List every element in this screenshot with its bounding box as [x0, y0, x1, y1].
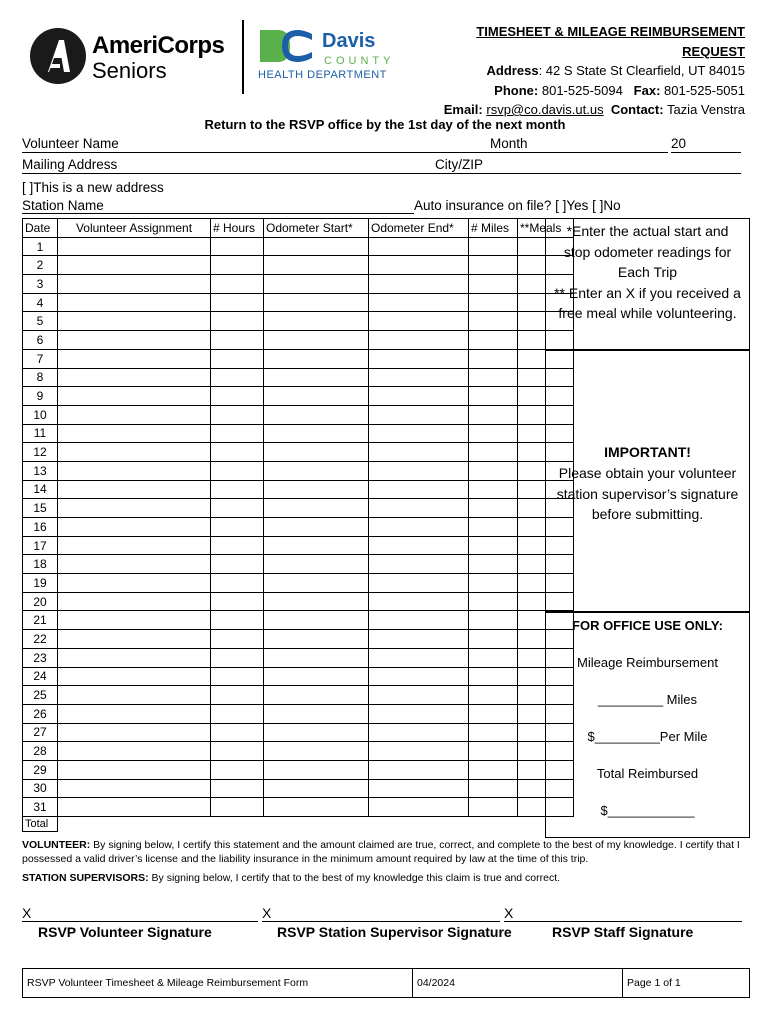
row-input-cell[interactable]	[469, 704, 518, 723]
row-input-cell[interactable]	[58, 686, 211, 705]
row-input-cell[interactable]	[369, 574, 469, 593]
staff-signature-label: RSVP Staff Signature	[552, 924, 694, 940]
row-input-cell[interactable]	[58, 349, 211, 368]
row-date-cell: 21	[23, 611, 58, 630]
row-input-cell[interactable]	[264, 611, 369, 630]
row-input-cell[interactable]	[211, 667, 264, 686]
row-date-cell: 5	[23, 312, 58, 331]
table-row	[23, 574, 574, 593]
row-input-cell[interactable]	[469, 499, 518, 518]
row-date-cell: 20	[23, 592, 58, 611]
total-amount-field[interactable]: $____________	[600, 803, 695, 818]
row-input-cell[interactable]	[58, 443, 211, 462]
total-label: Total	[23, 817, 58, 832]
row-input-cell[interactable]	[369, 387, 469, 406]
supervisor-cert-label: STATION SUPERVISORS:	[22, 872, 149, 884]
table-row	[23, 443, 574, 462]
row-date-cell: 9	[23, 387, 58, 406]
row-date-cell: 12	[23, 443, 58, 462]
davis-dc-icon	[258, 28, 314, 64]
row-input-cell[interactable]	[264, 293, 369, 312]
row-input-cell[interactable]	[264, 742, 369, 761]
table-row	[23, 630, 574, 649]
station-name-field[interactable]	[22, 198, 414, 214]
row-date-cell: 16	[23, 518, 58, 537]
row-input-cell[interactable]	[369, 405, 469, 424]
row-input-cell[interactable]	[58, 555, 211, 574]
row-input-cell[interactable]	[58, 518, 211, 537]
row-input-cell[interactable]	[469, 779, 518, 798]
row-input-cell[interactable]	[369, 667, 469, 686]
row-input-cell[interactable]	[469, 518, 518, 537]
row-date-cell: 19	[23, 574, 58, 593]
davis-health-dept: HEALTH DEPARTMENT	[258, 69, 387, 81]
row-input-cell[interactable]	[469, 461, 518, 480]
row-input-cell[interactable]	[264, 368, 369, 387]
contact-label: Contact:	[610, 102, 664, 117]
form-title: TIMESHEET & MILEAGE REIMBURSEMENT REQUEST	[476, 24, 745, 59]
row-input-cell[interactable]	[369, 536, 469, 555]
row-input-cell[interactable]	[264, 275, 369, 294]
table-row	[23, 518, 574, 537]
office-use-box	[545, 611, 750, 838]
table-header-row	[23, 219, 574, 238]
davis-logo	[258, 28, 404, 84]
meal-note: ** Enter an X if you received a free meal while volunteering.	[554, 284, 741, 321]
table-row	[23, 648, 574, 667]
row-input-cell[interactable]	[211, 686, 264, 705]
row-input-cell[interactable]	[58, 779, 211, 798]
row-input-cell[interactable]	[469, 312, 518, 331]
row-input-cell[interactable]	[369, 480, 469, 499]
row-input-cell[interactable]	[211, 798, 264, 817]
row-input-cell[interactable]	[211, 574, 264, 593]
row-input-cell[interactable]	[369, 237, 469, 256]
row-input-cell[interactable]	[264, 518, 369, 537]
row-input-cell[interactable]	[369, 648, 469, 667]
row-input-cell[interactable]	[211, 349, 264, 368]
row-input-cell[interactable]	[264, 237, 369, 256]
row-input-cell[interactable]	[58, 536, 211, 555]
row-date-cell: 8	[23, 368, 58, 387]
row-input-cell[interactable]	[211, 480, 264, 499]
table-header-cell: Odometer Start*	[264, 219, 369, 238]
row-input-cell[interactable]	[264, 443, 369, 462]
month-field[interactable]	[490, 136, 668, 153]
row-input-cell[interactable]	[369, 443, 469, 462]
table-header-cell: # Hours	[211, 219, 264, 238]
row-input-cell[interactable]	[369, 275, 469, 294]
volunteer-certification	[22, 838, 748, 866]
table-row	[23, 275, 574, 294]
row-input-cell[interactable]	[369, 518, 469, 537]
row-input-cell[interactable]	[469, 667, 518, 686]
row-input-cell[interactable]	[211, 256, 264, 275]
city-zip-field[interactable]	[435, 157, 741, 174]
table-row	[23, 723, 574, 742]
americorps-name: AmeriCorps	[92, 32, 225, 59]
table-row	[23, 293, 574, 312]
footer-date: 04/2024	[413, 969, 623, 997]
row-input-cell[interactable]	[264, 704, 369, 723]
row-input-cell[interactable]	[211, 630, 264, 649]
footer-form-name: RSVP Volunteer Timesheet & Mileage Reimbursement Form	[23, 969, 413, 997]
row-date-cell: 26	[23, 704, 58, 723]
address-value: : 42 S State St Clearfield, UT 84015	[538, 63, 745, 78]
table-header-cell: Date	[23, 219, 58, 238]
table-row	[23, 742, 574, 761]
row-input-cell[interactable]	[264, 536, 369, 555]
row-input-cell[interactable]	[369, 424, 469, 443]
americorps-seniors: Seniors	[92, 58, 167, 83]
row-input-cell[interactable]	[264, 387, 369, 406]
row-input-cell[interactable]	[211, 237, 264, 256]
table-row	[23, 387, 574, 406]
row-date-cell: 10	[23, 405, 58, 424]
row-input-cell[interactable]	[58, 275, 211, 294]
row-input-cell[interactable]	[469, 536, 518, 555]
row-input-cell[interactable]	[369, 499, 469, 518]
row-date-cell: 2	[23, 256, 58, 275]
row-input-cell[interactable]	[58, 256, 211, 275]
volunteer-sig-x: X	[22, 905, 32, 921]
row-input-cell[interactable]	[264, 461, 369, 480]
row-input-cell[interactable]	[264, 760, 369, 779]
row-input-cell[interactable]	[264, 723, 369, 742]
row-date-cell: 4	[23, 293, 58, 312]
supervisor-signature-line[interactable]	[262, 905, 500, 922]
mileage-reimbursement-label: Mileage Reimbursement	[577, 655, 718, 670]
row-date-cell: 29	[23, 760, 58, 779]
staff-signature-line[interactable]	[504, 905, 742, 922]
row-input-cell[interactable]	[211, 592, 264, 611]
row-input-cell[interactable]	[58, 237, 211, 256]
row-input-cell[interactable]	[469, 405, 518, 424]
row-date-cell: 7	[23, 349, 58, 368]
volunteer-name-field[interactable]	[22, 136, 492, 153]
row-input-cell[interactable]	[58, 461, 211, 480]
table-row	[23, 555, 574, 574]
row-input-cell[interactable]	[469, 723, 518, 742]
supervisor-cert-text: By signing below, I certify that to the best of my knowledge this claim is true and correct.	[148, 872, 561, 884]
row-date-cell: 25	[23, 686, 58, 705]
row-input-cell[interactable]	[469, 798, 518, 817]
table-row	[23, 536, 574, 555]
email-label: Email:	[443, 102, 483, 117]
row-input-cell[interactable]	[58, 704, 211, 723]
row-input-cell[interactable]	[469, 686, 518, 705]
row-input-cell[interactable]	[58, 368, 211, 387]
row-input-cell[interactable]	[264, 667, 369, 686]
row-input-cell[interactable]	[58, 480, 211, 499]
row-input-cell[interactable]	[58, 592, 211, 611]
volunteer-signature-line[interactable]	[22, 905, 258, 922]
americorps-a-icon	[30, 28, 86, 84]
row-input-cell[interactable]	[211, 723, 264, 742]
row-input-cell[interactable]	[211, 518, 264, 537]
total-reimbursed-label: Total Reimbursed	[596, 766, 699, 781]
table-row	[23, 592, 574, 611]
row-input-cell[interactable]	[211, 312, 264, 331]
row-input-cell[interactable]	[211, 443, 264, 462]
row-input-cell[interactable]	[369, 312, 469, 331]
fax-value: 801-525-5051	[664, 82, 745, 98]
row-input-cell[interactable]	[264, 779, 369, 798]
table-row	[23, 349, 574, 368]
row-input-cell[interactable]	[264, 648, 369, 667]
phone-line	[410, 81, 745, 101]
footer-page: Page 1 of 1	[627, 977, 681, 989]
row-input-cell[interactable]	[369, 256, 469, 275]
row-input-cell[interactable]	[369, 293, 469, 312]
table-row	[23, 424, 574, 443]
row-input-cell[interactable]	[469, 480, 518, 499]
row-input-cell[interactable]	[58, 387, 211, 406]
city-zip-label: City/ZIP	[435, 157, 484, 172]
row-date-cell: 31	[23, 798, 58, 817]
row-input-cell[interactable]	[211, 461, 264, 480]
row-input-cell[interactable]	[469, 760, 518, 779]
table-header-cell: Volunteer Assignment	[58, 219, 211, 238]
row-input-cell[interactable]	[369, 630, 469, 649]
row-input-cell[interactable]	[369, 760, 469, 779]
table-header-cell: # Miles	[469, 219, 518, 238]
davis-title: Davis	[322, 30, 376, 52]
row-input-cell[interactable]	[264, 480, 369, 499]
table-row	[23, 686, 574, 705]
table-header-cell: Odometer End*	[369, 219, 469, 238]
year-field[interactable]	[671, 136, 741, 153]
row-input-cell[interactable]	[211, 760, 264, 779]
address-line	[410, 61, 745, 81]
row-input-cell[interactable]	[58, 630, 211, 649]
miles-field[interactable]: _________ Miles	[597, 692, 698, 707]
row-input-cell[interactable]	[211, 555, 264, 574]
row-input-cell[interactable]	[264, 256, 369, 275]
row-input-cell[interactable]	[369, 686, 469, 705]
row-input-cell[interactable]	[211, 275, 264, 294]
row-input-cell[interactable]	[264, 798, 369, 817]
row-input-cell[interactable]	[58, 760, 211, 779]
row-input-cell[interactable]	[264, 349, 369, 368]
row-input-cell[interactable]	[469, 648, 518, 667]
row-input-cell[interactable]	[369, 611, 469, 630]
year-label: 20	[671, 136, 687, 151]
fax-label: Fax:	[633, 82, 661, 98]
mailing-address-field[interactable]	[22, 157, 435, 174]
row-input-cell[interactable]	[469, 293, 518, 312]
row-input-cell[interactable]	[469, 592, 518, 611]
odometer-notes-box	[545, 218, 750, 351]
row-input-cell[interactable]	[211, 499, 264, 518]
row-input-cell[interactable]	[469, 275, 518, 294]
row-input-cell[interactable]	[211, 536, 264, 555]
row-input-cell[interactable]	[369, 742, 469, 761]
table-row	[23, 405, 574, 424]
table-row	[23, 480, 574, 499]
row-input-cell[interactable]	[469, 424, 518, 443]
row-input-cell[interactable]	[369, 555, 469, 574]
row-input-cell[interactable]	[264, 405, 369, 424]
row-input-cell[interactable]	[469, 574, 518, 593]
table-row	[23, 461, 574, 480]
volunteer-cert-text: By signing below, I certify this statement and the amount claimed are true, correct, and complete to the best of my knowledge. I certify that I possessed a valid driver’s license and the liability insurance in the minimum amount required by law at the time of this trip.	[22, 839, 740, 865]
row-date-cell: 17	[23, 536, 58, 555]
row-input-cell[interactable]	[58, 293, 211, 312]
row-input-cell[interactable]	[469, 555, 518, 574]
americorps-logo	[30, 28, 230, 92]
row-input-cell[interactable]	[58, 574, 211, 593]
row-input-cell[interactable]	[469, 630, 518, 649]
row-input-cell[interactable]	[58, 499, 211, 518]
return-instruction: Return to the RSVP office by the 1st day of the next month	[204, 117, 566, 132]
row-input-cell[interactable]	[264, 592, 369, 611]
table-row	[23, 760, 574, 779]
new-address-checkbox[interactable]: [ ]This is a new address	[22, 180, 164, 195]
row-input-cell[interactable]	[469, 443, 518, 462]
row-input-cell[interactable]	[369, 461, 469, 480]
row-input-cell[interactable]	[369, 349, 469, 368]
row-date-cell: 13	[23, 461, 58, 480]
row-date-cell: 23	[23, 648, 58, 667]
row-date-cell: 22	[23, 630, 58, 649]
row-input-cell[interactable]	[211, 368, 264, 387]
row-date-cell: 28	[23, 742, 58, 761]
row-date-cell: 11	[23, 424, 58, 443]
header-divider	[242, 20, 244, 94]
row-input-cell[interactable]	[211, 405, 264, 424]
row-input-cell[interactable]	[469, 611, 518, 630]
row-input-cell[interactable]	[211, 331, 264, 350]
row-input-cell[interactable]	[58, 424, 211, 443]
table-row	[23, 779, 574, 798]
row-input-cell[interactable]	[469, 331, 518, 350]
table-row	[23, 331, 574, 350]
odometer-note: *Enter the actual start and stop odometer readings for Each Trip	[563, 223, 732, 280]
row-input-cell[interactable]	[58, 667, 211, 686]
row-input-cell[interactable]	[58, 742, 211, 761]
row-input-cell[interactable]	[264, 331, 369, 350]
footer	[22, 968, 750, 998]
important-box	[545, 349, 750, 613]
row-input-cell[interactable]	[58, 312, 211, 331]
per-mile-field[interactable]: $_________Per Mile	[587, 729, 708, 744]
row-input-cell[interactable]	[264, 424, 369, 443]
row-input-cell[interactable]	[211, 611, 264, 630]
row-input-cell[interactable]	[264, 555, 369, 574]
row-input-cell[interactable]	[264, 574, 369, 593]
row-input-cell[interactable]	[58, 798, 211, 817]
row-input-cell[interactable]	[369, 798, 469, 817]
table-row	[23, 667, 574, 686]
row-input-cell[interactable]	[211, 387, 264, 406]
timesheet-table	[22, 218, 574, 832]
supervisor-certification	[22, 872, 748, 884]
row-input-cell[interactable]	[469, 387, 518, 406]
row-date-cell: 24	[23, 667, 58, 686]
row-input-cell[interactable]	[469, 256, 518, 275]
row-input-cell[interactable]	[58, 405, 211, 424]
row-input-cell[interactable]	[58, 723, 211, 742]
row-input-cell[interactable]	[369, 368, 469, 387]
supervisor-sig-x: X	[262, 905, 272, 921]
row-input-cell[interactable]	[58, 331, 211, 350]
row-input-cell[interactable]	[264, 686, 369, 705]
row-input-cell[interactable]	[264, 630, 369, 649]
important-title: IMPORTANT!	[604, 444, 691, 460]
table-total-row	[23, 817, 574, 832]
row-input-cell[interactable]	[469, 349, 518, 368]
row-input-cell[interactable]	[369, 592, 469, 611]
table-header-cell: **Meals	[518, 219, 574, 238]
auto-insurance-field[interactable]: Auto insurance on file? [ ]Yes [ ]No	[414, 198, 621, 213]
row-input-cell[interactable]	[211, 779, 264, 798]
davis-county: COUNTY	[324, 55, 395, 67]
row-input-cell[interactable]	[211, 293, 264, 312]
row-input-cell[interactable]	[369, 723, 469, 742]
month-label: Month	[490, 136, 528, 151]
important-text: Please obtain your volunteer station supervisor’s signature before submitting.	[556, 465, 739, 522]
row-input-cell[interactable]	[211, 648, 264, 667]
mailing-address-label: Mailing Address	[22, 157, 118, 172]
volunteer-cert-label: VOLUNTEER:	[22, 839, 91, 851]
supervisor-signature-label: RSVP Station Supervisor Signature	[277, 924, 512, 940]
row-input-cell[interactable]	[369, 331, 469, 350]
table-row	[23, 256, 574, 275]
address-label: Address	[486, 63, 539, 78]
row-input-cell[interactable]	[58, 648, 211, 667]
phone-label: Phone:	[494, 82, 539, 98]
header-info	[410, 22, 745, 120]
row-input-cell[interactable]	[469, 742, 518, 761]
station-name-label: Station Name	[22, 198, 104, 213]
row-input-cell[interactable]	[58, 611, 211, 630]
table-row	[23, 704, 574, 723]
row-date-cell: 14	[23, 480, 58, 499]
phone-value: 801-525-5094	[541, 82, 623, 98]
table-row	[23, 237, 574, 256]
row-input-cell[interactable]	[369, 704, 469, 723]
row-date-cell: 6	[23, 331, 58, 350]
row-date-cell: 15	[23, 499, 58, 518]
row-input-cell[interactable]	[264, 499, 369, 518]
row-input-cell[interactable]	[211, 742, 264, 761]
volunteer-name-label: Volunteer Name	[22, 136, 119, 151]
table-row	[23, 312, 574, 331]
email-link[interactable]: rsvp@co.davis.ut.us	[486, 102, 604, 117]
row-input-cell[interactable]	[469, 237, 518, 256]
table-row	[23, 499, 574, 518]
row-date-cell: 18	[23, 555, 58, 574]
volunteer-signature-label: RSVP Volunteer Signature	[38, 924, 212, 940]
row-date-cell: 1	[23, 237, 58, 256]
row-input-cell[interactable]	[211, 704, 264, 723]
row-date-cell: 30	[23, 779, 58, 798]
office-use-title: FOR OFFICE USE ONLY:	[572, 618, 723, 633]
contact-value: Tazia Venstra	[666, 102, 745, 117]
row-input-cell[interactable]	[211, 424, 264, 443]
row-input-cell[interactable]	[369, 779, 469, 798]
table-row	[23, 611, 574, 630]
staff-sig-x: X	[504, 905, 514, 921]
table-row	[23, 798, 574, 817]
row-input-cell[interactable]	[264, 312, 369, 331]
row-date-cell: 27	[23, 723, 58, 742]
table-row	[23, 368, 574, 387]
row-date-cell: 3	[23, 275, 58, 294]
row-input-cell[interactable]	[469, 368, 518, 387]
